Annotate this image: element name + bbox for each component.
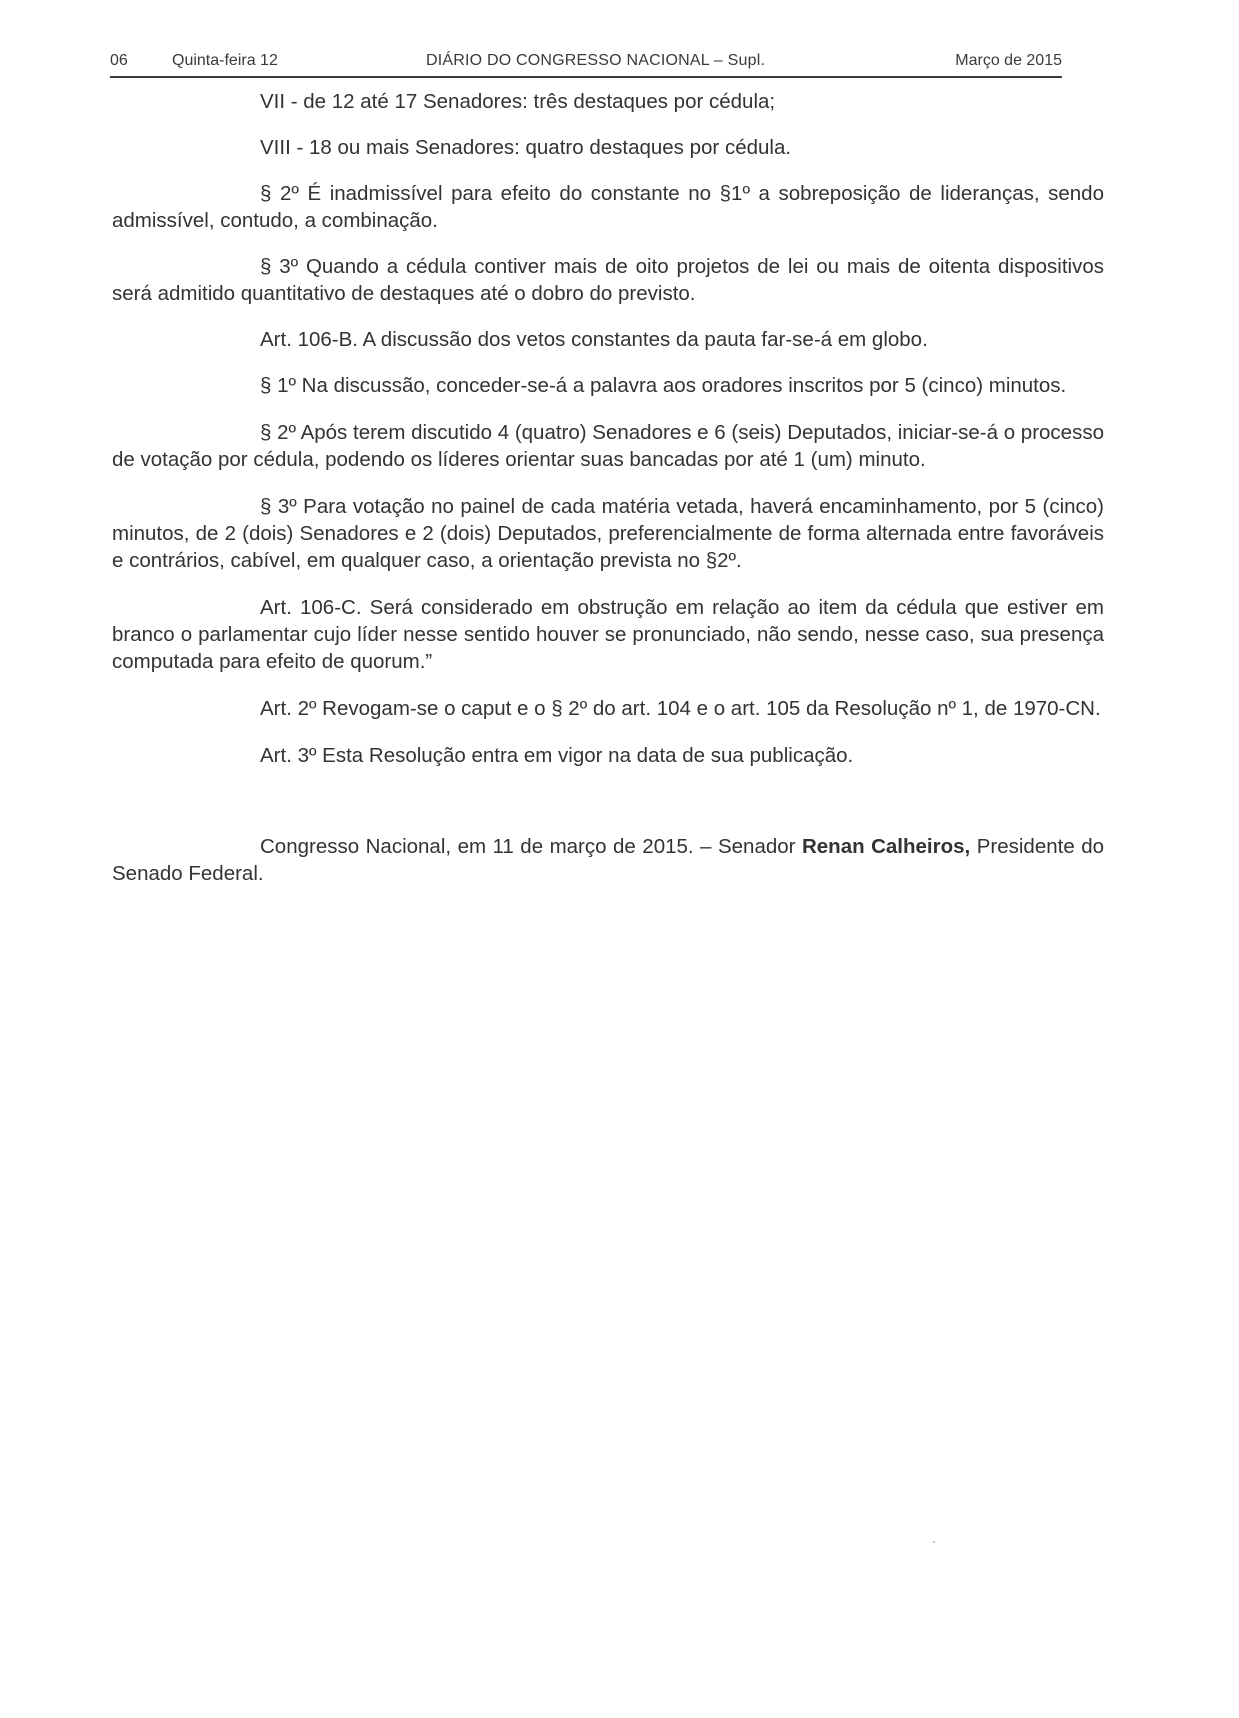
- article-106-b: Art. 106-B. A discussão dos vetos constantes da pauta far-se-á em globo.: [260, 328, 928, 351]
- paragraph-3-cedula: § 3º Quando a cédula contiver mais de oito projetos de lei ou mais de oitenta dispositivos será admitido quantitativo de destaques até o dobro do previsto.: [112, 255, 1104, 305]
- paragraph-1-discussao: § 1º Na discussão, conceder-se-á a palavra aos oradores inscritos por 5 (cinco) minutos.: [260, 374, 1067, 397]
- item-vii: VII - de 12 até 17 Senadores: três destaques por cédula;: [260, 90, 776, 113]
- header-rule: [110, 76, 1062, 78]
- signature-block: [112, 833, 1104, 887]
- article-3: Art. 3º Esta Resolução entra em vigor na data de sua publicação.: [260, 744, 854, 767]
- header-date: Março de 2015: [955, 52, 1062, 69]
- signatory-name: Renan Calheiros,: [801, 835, 971, 858]
- paragraph-3-painel: § 3º Para votação no painel de cada matéria vetada, haverá encaminhamento, por 5 (cinco) minutos, de 2 (dois) Senadores e 2 (dois) Deputados, preferencialmente de forma alternada entre favoráveis e contrários, cabível, em qualquer caso, a orientação prevista no §2º.: [112, 495, 1104, 572]
- header-day: Quinta-feira 12: [172, 52, 278, 69]
- signatory-title: Presidente do Senado Federal.: [112, 835, 1105, 885]
- article-2: Art. 2º Revogam-se o caput e o § 2º do art. 104 e o art. 105 da Resolução nº 1, de 1970-CN.: [260, 697, 1101, 720]
- item-viii: VIII - 18 ou mais Senadores: quatro destaques por cédula.: [260, 136, 792, 159]
- publication-title: DIÁRIO DO CONGRESSO NACIONAL – Supl.: [426, 52, 766, 69]
- paragraph-2-inadmissivel: § 2º É inadmissível para efeito do constante no §1º a sobreposição de lideranças, sendo admissível, contudo, a combinação.: [112, 182, 1104, 232]
- signature-prefix: Congresso Nacional, em 11 de março de 2015. – Senador: [260, 835, 802, 858]
- page-header: [110, 48, 1062, 76]
- scan-speck: [933, 1541, 935, 1543]
- article-106-c: Art. 106-C. Será considerado em obstrução em relação ao item da cédula que estiver em branco o parlamentar cujo líder nesse sentido houver se pronunciado, não sendo, nesse caso, sua presença computada para efeito de quorum.”: [112, 596, 1104, 673]
- document-body: [112, 88, 1104, 887]
- page-number: 06: [110, 52, 128, 69]
- paragraph-2-votacao: § 2º Após terem discutido 4 (quatro) Senadores e 6 (seis) Deputados, iniciar-se-á o processo de votação por cédula, podendo os líderes orientar suas bancadas por até 1 (um) minuto.: [112, 421, 1104, 471]
